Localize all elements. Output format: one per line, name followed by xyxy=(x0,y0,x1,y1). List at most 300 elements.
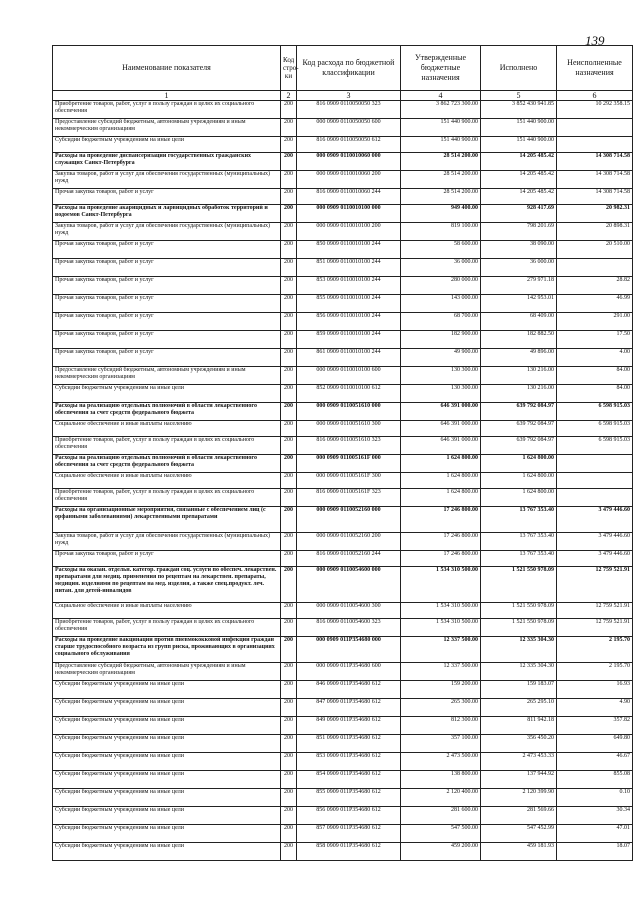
row-budget-code: 000 0909 0110052160 200 xyxy=(297,533,401,551)
row-unexecuted: 84.00 xyxy=(557,385,633,403)
row-line-code: 200 xyxy=(281,455,297,473)
row-budget-code: 000 0909 0110051610 000 xyxy=(297,403,401,421)
table-row xyxy=(53,189,633,205)
row-name: Субсидии бюджетным учреждениям на иные цели xyxy=(53,825,281,843)
row-executed: 639 792 084.97 xyxy=(481,437,557,455)
row-unexecuted xyxy=(557,473,633,489)
row-name: Предоставление субсидий бюджетным, автономным учреждениям и иным некоммерческим организациям xyxy=(53,663,281,681)
row-line-code: 200 xyxy=(281,717,297,735)
row-line-code: 200 xyxy=(281,137,297,153)
row-approved: 949 400.00 xyxy=(401,205,481,223)
row-name: Субсидии бюджетным учреждениям на иные цели xyxy=(53,843,281,861)
row-executed: 13 767 353.40 xyxy=(481,533,557,551)
row-line-code: 200 xyxy=(281,349,297,367)
row-executed: 1 521 550 978.09 xyxy=(481,619,557,637)
row-approved: 17 246 800.00 xyxy=(401,533,481,551)
row-name: Расходы на реализацию отдельных полномочий в области лекарственного обеспечения за счет средств федерального бюджета xyxy=(53,403,281,421)
row-approved: 12 337 500.00 xyxy=(401,663,481,681)
row-executed: 356 450.20 xyxy=(481,735,557,753)
row-budget-code: 853 0909 0110010100 244 xyxy=(297,277,401,295)
row-line-code: 200 xyxy=(281,753,297,771)
row-executed: 2 473 453.33 xyxy=(481,753,557,771)
row-unexecuted: 14 308 714.58 xyxy=(557,189,633,205)
row-unexecuted: 17.50 xyxy=(557,331,633,349)
row-line-code: 200 xyxy=(281,223,297,241)
row-budget-code: 854 0909 011P354680 612 xyxy=(297,771,401,789)
row-executed: 12 335 304.30 xyxy=(481,637,557,663)
row-executed: 281 569.66 xyxy=(481,807,557,825)
row-approved: 2 473 500.00 xyxy=(401,753,481,771)
column-number: 6 xyxy=(557,91,633,101)
row-name: Приобретение товаров, работ, услуг в пользу граждан в целях их социального обеспечения xyxy=(53,437,281,455)
column-number: 1 xyxy=(53,91,281,101)
table-row xyxy=(53,385,633,403)
row-name: Прочая закупка товаров, работ и услуг xyxy=(53,349,281,367)
row-unexecuted: 47.01 xyxy=(557,825,633,843)
row-name: Закупка товаров, работ и услуг для обеспечения государственных (муниципальных) нужд xyxy=(53,223,281,241)
row-name: Закупка товаров, работ и услуг для обеспечения государственных (муниципальных) нужд xyxy=(53,533,281,551)
row-executed: 151 440 900.00 xyxy=(481,137,557,153)
table-row xyxy=(53,473,633,489)
row-name: Прочая закупка товаров, работ и услуг xyxy=(53,313,281,331)
row-line-code: 200 xyxy=(281,663,297,681)
row-line-code: 200 xyxy=(281,567,297,603)
row-unexecuted: 14 308 714.58 xyxy=(557,171,633,189)
row-line-code: 200 xyxy=(281,101,297,119)
row-unexecuted: 16.93 xyxy=(557,681,633,699)
row-line-code: 200 xyxy=(281,295,297,313)
row-line-code: 200 xyxy=(281,619,297,637)
row-line-code: 200 xyxy=(281,171,297,189)
column-number: 5 xyxy=(481,91,557,101)
table-row xyxy=(53,101,633,119)
row-unexecuted: 357.82 xyxy=(557,717,633,735)
row-unexecuted: 84.00 xyxy=(557,367,633,385)
row-approved: 36 000.00 xyxy=(401,259,481,277)
row-budget-code: 000 0909 0110052160 000 xyxy=(297,507,401,533)
row-name: Субсидии бюджетным учреждениям на иные цели xyxy=(53,699,281,717)
row-name: Расходы на оказан. отдельн. категор. граждан соц. услуги по обеспеч. лекарствен. препаратами для медиц. применения по рецептам на лекарствен. препараты, медицин. изделиями по рецептам на мед. изделия, а также спец.продукт. леч. питан. для детей-инвалидов xyxy=(53,567,281,603)
table-row xyxy=(53,619,633,637)
row-executed: 159 183.07 xyxy=(481,681,557,699)
table-row xyxy=(53,825,633,843)
row-executed: 142 953.01 xyxy=(481,295,557,313)
row-budget-code: 852 0909 0110010100 612 xyxy=(297,385,401,403)
row-executed: 13 767 353.40 xyxy=(481,507,557,533)
row-approved: 12 337 500.00 xyxy=(401,637,481,663)
header-code: Код расхода по бюджетной классификации xyxy=(297,46,401,91)
row-name: Субсидии бюджетным учреждениям на иные цели xyxy=(53,681,281,699)
row-budget-code: 846 0909 011P354680 612 xyxy=(297,681,401,699)
row-budget-code: 000 0909 0110010060 200 xyxy=(297,171,401,189)
column-number-row xyxy=(53,91,633,101)
table-row xyxy=(53,807,633,825)
row-executed: 14 205 485.42 xyxy=(481,153,557,171)
row-unexecuted: 46.99 xyxy=(557,295,633,313)
row-budget-code: 816 0909 0110052160 244 xyxy=(297,551,401,567)
table-row xyxy=(53,735,633,753)
row-line-code: 200 xyxy=(281,367,297,385)
row-approved: 1 534 310 500.00 xyxy=(401,567,481,603)
row-unexecuted: 20 510.00 xyxy=(557,241,633,259)
row-line-code: 200 xyxy=(281,507,297,533)
row-approved: 3 862 723 300.00 xyxy=(401,101,481,119)
row-executed: 14 205 485.42 xyxy=(481,171,557,189)
row-unexecuted: 12 759 521.91 xyxy=(557,619,633,637)
row-budget-code: 000 0909 0110010100 000 xyxy=(297,205,401,223)
table-row xyxy=(53,789,633,807)
row-line-code: 200 xyxy=(281,313,297,331)
row-unexecuted: 14 308 714.58 xyxy=(557,153,633,171)
row-line-code: 200 xyxy=(281,259,297,277)
table-row xyxy=(53,259,633,277)
row-budget-code: 000 0909 0110010060 000 xyxy=(297,153,401,171)
row-unexecuted xyxy=(557,137,633,153)
row-name: Прочая закупка товаров, работ и услуг xyxy=(53,551,281,567)
row-approved: 17 246 800.00 xyxy=(401,507,481,533)
table-row xyxy=(53,331,633,349)
row-approved: 547 500.00 xyxy=(401,825,481,843)
row-budget-code: 000 0909 011P354680 000 xyxy=(297,637,401,663)
table-row xyxy=(53,171,633,189)
row-budget-code: 000 0909 0110054600 300 xyxy=(297,603,401,619)
row-approved: 1 534 310 500.00 xyxy=(401,603,481,619)
row-line-code: 200 xyxy=(281,473,297,489)
table-row xyxy=(53,533,633,551)
row-unexecuted: 20 982.31 xyxy=(557,205,633,223)
row-unexecuted: 6 598 915.03 xyxy=(557,437,633,455)
row-unexecuted: 6 598 915.03 xyxy=(557,403,633,421)
table-row xyxy=(53,295,633,313)
row-name: Предоставление субсидий бюджетным, автономным учреждениям и иным некоммерческим организациям xyxy=(53,119,281,137)
row-unexecuted: 4.00 xyxy=(557,349,633,367)
row-line-code: 200 xyxy=(281,637,297,663)
row-approved: 646 391 000.00 xyxy=(401,437,481,455)
row-line-code: 200 xyxy=(281,825,297,843)
table-row xyxy=(53,717,633,735)
row-executed: 130 216.00 xyxy=(481,385,557,403)
row-budget-code: 855 0909 0110010100 244 xyxy=(297,295,401,313)
row-executed: 928 417.69 xyxy=(481,205,557,223)
row-name: Приобретение товаров, работ, услуг в пользу граждан в целях их социального обеспечения xyxy=(53,101,281,119)
row-executed: 459 181.93 xyxy=(481,843,557,861)
row-approved: 58 600.00 xyxy=(401,241,481,259)
row-executed: 151 440 900.00 xyxy=(481,119,557,137)
row-name: Субсидии бюджетным учреждениям на иные цели xyxy=(53,789,281,807)
row-line-code: 200 xyxy=(281,843,297,861)
row-approved: 357 100.00 xyxy=(401,735,481,753)
row-approved: 646 391 000.00 xyxy=(401,421,481,437)
row-line-code: 200 xyxy=(281,735,297,753)
header-approved: Утвержденные бюджетные назначения xyxy=(401,46,481,91)
row-approved: 28 514 200.00 xyxy=(401,189,481,205)
row-unexecuted: 20 898.31 xyxy=(557,223,633,241)
row-approved: 151 440 900.00 xyxy=(401,119,481,137)
row-name: Прочая закупка товаров, работ и услуг xyxy=(53,241,281,259)
table-row xyxy=(53,567,633,603)
row-approved: 130 300.00 xyxy=(401,385,481,403)
row-line-code: 200 xyxy=(281,771,297,789)
header-row xyxy=(53,46,633,91)
row-name: Прочая закупка товаров, работ и услуг xyxy=(53,259,281,277)
row-executed: 1 521 550 978.09 xyxy=(481,567,557,603)
row-executed: 265 295.10 xyxy=(481,699,557,717)
row-unexecuted: 3 479 446.60 xyxy=(557,533,633,551)
page-number: 139 xyxy=(585,33,605,48)
row-executed: 1 624 800.00 xyxy=(481,489,557,507)
row-name: Прочая закупка товаров, работ и услуг xyxy=(53,295,281,313)
row-executed: 798 201.69 xyxy=(481,223,557,241)
row-approved: 68 700.00 xyxy=(401,313,481,331)
row-line-code: 200 xyxy=(281,119,297,137)
table-row xyxy=(53,843,633,861)
row-unexecuted xyxy=(557,489,633,507)
row-budget-code: 000 0909 0110051610 300 xyxy=(297,421,401,437)
row-unexecuted xyxy=(557,455,633,473)
row-approved: 182 900.00 xyxy=(401,331,481,349)
row-name: Субсидии бюджетным учреждениям на иные цели xyxy=(53,753,281,771)
row-executed: 3 852 430 941.85 xyxy=(481,101,557,119)
row-unexecuted: 18.07 xyxy=(557,843,633,861)
row-name: Расходы на проведение диспансеризации государственных гражданских служащих Санкт-Петербурга xyxy=(53,153,281,171)
header-unexecuted: Неисполненные назначения xyxy=(557,46,633,91)
row-executed: 639 792 084.97 xyxy=(481,421,557,437)
row-budget-code: 861 0909 0110010100 244 xyxy=(297,349,401,367)
table-row xyxy=(53,663,633,681)
row-executed: 36 000.00 xyxy=(481,259,557,277)
row-budget-code: 849 0909 011P354680 612 xyxy=(297,717,401,735)
row-unexecuted: 0.10 xyxy=(557,789,633,807)
row-line-code: 200 xyxy=(281,277,297,295)
table-row xyxy=(53,137,633,153)
row-line-code: 200 xyxy=(281,331,297,349)
row-budget-code: 853 0909 011P354680 612 xyxy=(297,753,401,771)
row-budget-code: 816 0909 0110054600 323 xyxy=(297,619,401,637)
row-name: Социальное обеспечение и иные выплаты населению xyxy=(53,603,281,619)
table-row xyxy=(53,753,633,771)
row-line-code: 200 xyxy=(281,551,297,567)
row-executed: 639 792 084.97 xyxy=(481,403,557,421)
row-approved: 138 800.00 xyxy=(401,771,481,789)
row-budget-code: 856 0909 0110010100 244 xyxy=(297,313,401,331)
row-name: Субсидии бюджетным учреждениям на иные цели xyxy=(53,735,281,753)
table-row xyxy=(53,205,633,223)
row-budget-code: 851 0909 0110010100 244 xyxy=(297,259,401,277)
row-approved: 17 246 800.00 xyxy=(401,551,481,567)
row-approved: 28 514 200.00 xyxy=(401,171,481,189)
row-line-code: 200 xyxy=(281,205,297,223)
header-line: Код стро-ки xyxy=(281,46,297,91)
header-name: Наименование показателя xyxy=(53,46,281,91)
row-name: Социальное обеспечение и иные выплаты населению xyxy=(53,473,281,489)
table-row xyxy=(53,455,633,473)
row-name: Субсидии бюджетным учреждениям на иные цели xyxy=(53,385,281,403)
row-approved: 265 300.00 xyxy=(401,699,481,717)
row-name: Расходы на организационные мероприятия, связанные с обеспечением лиц (с орфанными заболеваниями) лекарственными препаратами xyxy=(53,507,281,533)
row-name: Субсидии бюджетным учреждениям на иные цели xyxy=(53,771,281,789)
row-executed: 547 452.99 xyxy=(481,825,557,843)
row-line-code: 200 xyxy=(281,189,297,205)
row-executed: 130 216.00 xyxy=(481,367,557,385)
row-name: Расходы на проведение акарицидных и ларвицидных обработок территорий и водоемов Санкт-Петербурга xyxy=(53,205,281,223)
row-name: Расходы на реализацию отдельных полномочий в области лекарственного обеспечения за счет средств федерального бюджета xyxy=(53,455,281,473)
row-unexecuted xyxy=(557,119,633,137)
row-approved: 151 440 900.00 xyxy=(401,137,481,153)
row-name: Прочая закупка товаров, работ и услуг xyxy=(53,331,281,349)
row-approved: 1 534 310 500.00 xyxy=(401,619,481,637)
row-unexecuted: 30.34 xyxy=(557,807,633,825)
row-approved: 49 900.00 xyxy=(401,349,481,367)
table-row xyxy=(53,223,633,241)
table-row xyxy=(53,349,633,367)
row-budget-code: 857 0909 011P354680 612 xyxy=(297,825,401,843)
row-budget-code: 000 0909 011005161F 300 xyxy=(297,473,401,489)
row-name: Расходы на проведение вакцинации против пневмококковой инфекции граждан старше трудоспособного возраста из групп риска, проживающих в организациях социального обслуживания xyxy=(53,637,281,663)
row-approved: 28 514 200.00 xyxy=(401,153,481,171)
row-line-code: 200 xyxy=(281,421,297,437)
table-row xyxy=(53,403,633,421)
row-executed: 12 335 304.30 xyxy=(481,663,557,681)
row-name: Закупка товаров, работ и услуг для обеспечения государственных (муниципальных) нужд xyxy=(53,171,281,189)
row-budget-code: 816 0909 0110051610 323 xyxy=(297,437,401,455)
table-row xyxy=(53,551,633,567)
row-line-code: 200 xyxy=(281,699,297,717)
row-executed: 2 120 399.90 xyxy=(481,789,557,807)
table-row xyxy=(53,699,633,717)
row-executed: 13 767 353.40 xyxy=(481,551,557,567)
row-executed: 1 624 800.00 xyxy=(481,455,557,473)
row-budget-code: 816 0909 011005161F 323 xyxy=(297,489,401,507)
row-unexecuted: 10 292 358.15 xyxy=(557,101,633,119)
row-line-code: 200 xyxy=(281,807,297,825)
row-approved: 646 391 000.00 xyxy=(401,403,481,421)
row-line-code: 200 xyxy=(281,533,297,551)
table-row xyxy=(53,241,633,259)
budget-execution-table xyxy=(52,45,633,861)
row-unexecuted: 855.08 xyxy=(557,771,633,789)
table-row xyxy=(53,771,633,789)
row-name: Прочая закупка товаров, работ и услуг xyxy=(53,277,281,295)
row-line-code: 200 xyxy=(281,603,297,619)
row-budget-code: 816 0909 0110010060 244 xyxy=(297,189,401,205)
row-approved: 1 624 800.00 xyxy=(401,489,481,507)
row-budget-code: 859 0909 0110010100 244 xyxy=(297,331,401,349)
row-line-code: 200 xyxy=(281,489,297,507)
table-row xyxy=(53,489,633,507)
row-unexecuted: 46.67 xyxy=(557,753,633,771)
row-approved: 812 300.00 xyxy=(401,717,481,735)
row-budget-code: 816 0909 0110050050 323 xyxy=(297,101,401,119)
row-name: Социальное обеспечение и иные выплаты населению xyxy=(53,421,281,437)
table-row xyxy=(53,421,633,437)
header-executed: Исполнено xyxy=(481,46,557,91)
row-approved: 280 000.00 xyxy=(401,277,481,295)
row-name: Субсидии бюджетным учреждениям на иные цели xyxy=(53,717,281,735)
row-name: Прочая закупка товаров, работ и услуг xyxy=(53,189,281,205)
table-row xyxy=(53,637,633,663)
table-row xyxy=(53,367,633,385)
row-unexecuted: 2 195.70 xyxy=(557,663,633,681)
row-budget-code: 000 0909 0110050050 600 xyxy=(297,119,401,137)
row-budget-code: 000 0909 0110054600 000 xyxy=(297,567,401,603)
row-approved: 459 200.00 xyxy=(401,843,481,861)
row-name: Приобретение товаров, работ, услуг в пользу граждан в целях их социального обеспечения xyxy=(53,619,281,637)
row-line-code: 200 xyxy=(281,241,297,259)
row-unexecuted: 12 759 521.91 xyxy=(557,603,633,619)
row-approved: 1 624 800.00 xyxy=(401,473,481,489)
row-unexecuted: 28.82 xyxy=(557,277,633,295)
table-row xyxy=(53,507,633,533)
row-budget-code: 858 0909 011P354680 612 xyxy=(297,843,401,861)
row-executed: 1 521 550 978.09 xyxy=(481,603,557,619)
row-executed: 182 882.50 xyxy=(481,331,557,349)
row-line-code: 200 xyxy=(281,437,297,455)
row-unexecuted: 6 598 915.03 xyxy=(557,421,633,437)
row-budget-code: 000 0909 011P354680 600 xyxy=(297,663,401,681)
table-row xyxy=(53,277,633,295)
row-line-code: 200 xyxy=(281,153,297,171)
row-executed: 279 971.18 xyxy=(481,277,557,295)
row-budget-code: 855 0909 011P354680 612 xyxy=(297,789,401,807)
row-executed: 137 944.92 xyxy=(481,771,557,789)
row-budget-code: 851 0909 011P354680 612 xyxy=(297,735,401,753)
row-line-code: 200 xyxy=(281,789,297,807)
row-executed: 1 624 800.00 xyxy=(481,473,557,489)
row-line-code: 200 xyxy=(281,385,297,403)
row-unexecuted xyxy=(557,259,633,277)
row-name: Приобретение товаров, работ, услуг в пользу граждан в целях их социального обеспечения xyxy=(53,489,281,507)
row-line-code: 200 xyxy=(281,403,297,421)
row-approved: 130 300.00 xyxy=(401,367,481,385)
row-unexecuted: 4.90 xyxy=(557,699,633,717)
row-executed: 68 409.00 xyxy=(481,313,557,331)
column-number: 2 xyxy=(281,91,297,101)
row-unexecuted: 2 195.70 xyxy=(557,637,633,663)
row-budget-code: 000 0909 0110010100 200 xyxy=(297,223,401,241)
row-budget-code: 000 0909 0110010100 600 xyxy=(297,367,401,385)
row-approved: 281 600.00 xyxy=(401,807,481,825)
row-budget-code: 856 0909 011P354680 612 xyxy=(297,807,401,825)
row-approved: 2 120 400.00 xyxy=(401,789,481,807)
row-approved: 143 000.00 xyxy=(401,295,481,313)
column-number: 3 xyxy=(297,91,401,101)
row-executed: 14 205 485.42 xyxy=(481,189,557,205)
row-unexecuted: 3 479 446.60 xyxy=(557,551,633,567)
table-row xyxy=(53,437,633,455)
row-unexecuted: 291.00 xyxy=(557,313,633,331)
row-approved: 1 624 800.00 xyxy=(401,455,481,473)
row-budget-code: 000 0909 011005161F 000 xyxy=(297,455,401,473)
row-budget-code: 816 0909 0110050050 612 xyxy=(297,137,401,153)
row-budget-code: 850 0909 0110010100 244 xyxy=(297,241,401,259)
row-executed: 811 942.18 xyxy=(481,717,557,735)
row-unexecuted: 649.80 xyxy=(557,735,633,753)
table-row xyxy=(53,119,633,137)
table-row xyxy=(53,313,633,331)
row-unexecuted: 12 759 521.91 xyxy=(557,567,633,603)
row-approved: 159 200.00 xyxy=(401,681,481,699)
row-approved: 819 100.00 xyxy=(401,223,481,241)
row-budget-code: 847 0909 011P354680 612 xyxy=(297,699,401,717)
table-row xyxy=(53,603,633,619)
row-name: Предоставление субсидий бюджетным, автономным учреждениям и иным некоммерческим организациям xyxy=(53,367,281,385)
row-unexecuted: 3 479 446.60 xyxy=(557,507,633,533)
column-number: 4 xyxy=(401,91,481,101)
row-name: Субсидии бюджетным учреждениям на иные цели xyxy=(53,807,281,825)
table-row xyxy=(53,153,633,171)
row-line-code: 200 xyxy=(281,681,297,699)
table-row xyxy=(53,681,633,699)
